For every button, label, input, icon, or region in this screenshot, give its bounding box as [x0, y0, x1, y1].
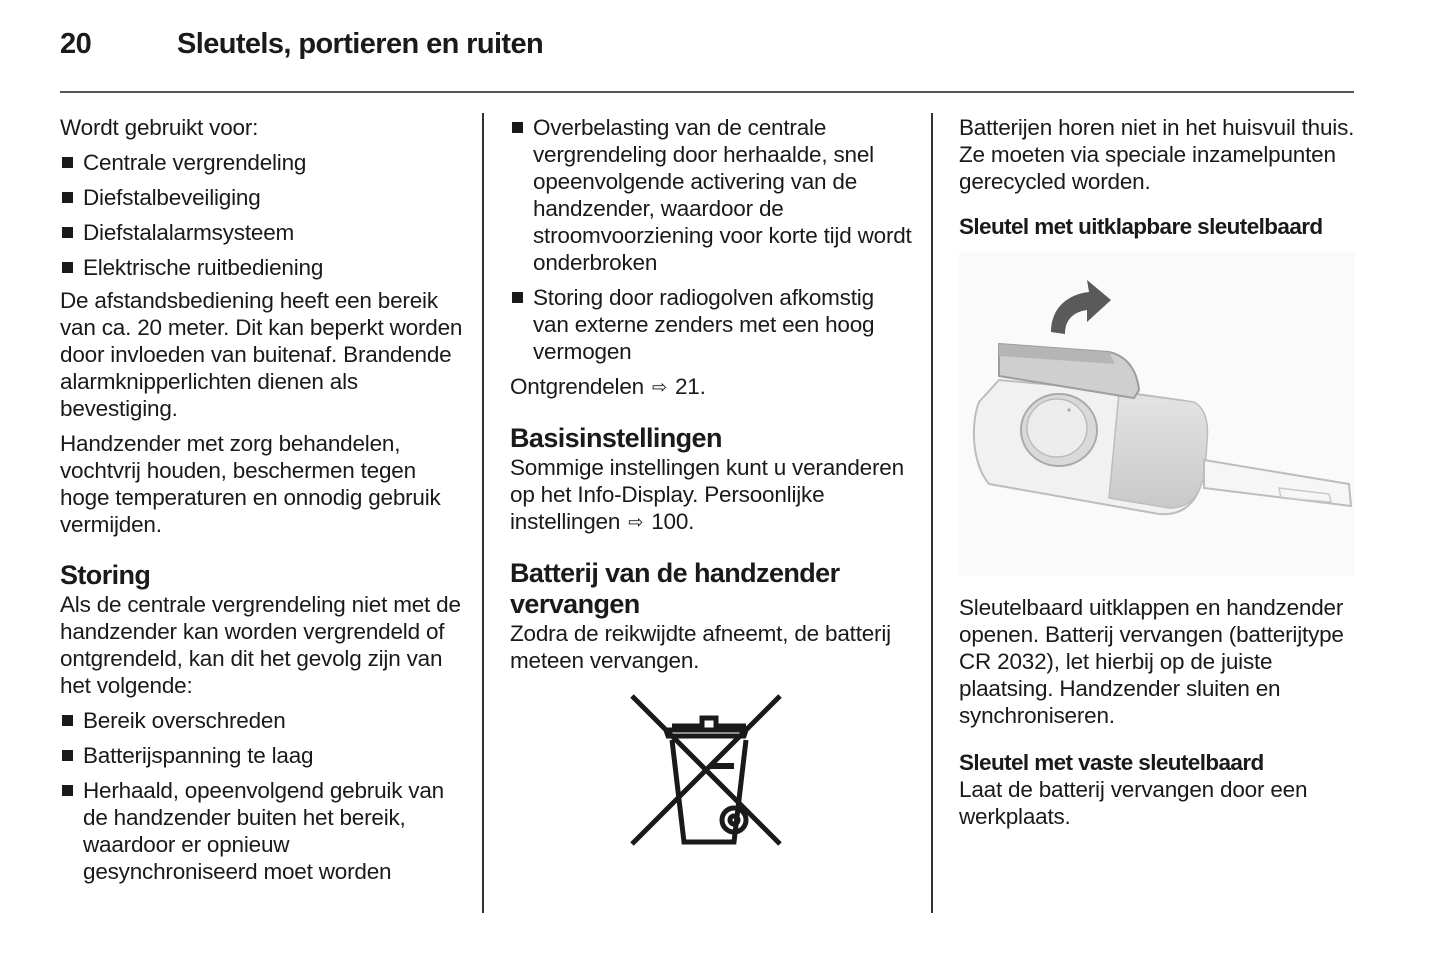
battery-paragraph: Zodra de reikwijdte afneemt, de batterij meteen vervangen. [510, 621, 891, 673]
header-divider [60, 91, 1354, 93]
list-item: Batterijspanning te laag [60, 742, 465, 769]
battery-heading: Batterij van de handzender vervangen [510, 558, 840, 619]
list-item: Bereik overschreden [60, 707, 465, 734]
storing-paragraph: Als de centrale vergrendeling niet met de handzender kan worden vergrendeld of ontgrendeld, kan dit het gevolg zijn van het volgende: [60, 592, 461, 698]
square-bullet-icon [512, 122, 523, 133]
range-paragraph: De afstandsbediening heeft een bereik van ca. 20 meter. Dit kan beperkt worden door invloeden van buitenaf. Brandende alarmknipperlichten dienen als bevestiging. [60, 288, 463, 421]
list-item: Elektrische ruitbediening [60, 254, 465, 281]
uses-list [60, 149, 465, 281]
causes-list-continued [510, 114, 915, 365]
causes-list [60, 707, 465, 885]
fold-key-heading: Sleutel met uitklapbare sleutelbaard [959, 214, 1323, 239]
column-3 [959, 114, 1359, 838]
unlock-reference: Ontgrendelen ⇨ 21. [510, 374, 706, 399]
list-item: Diefstalbeveiliging [60, 184, 465, 211]
list-item: Centrale vergrendeling [60, 149, 465, 176]
column-2 [510, 114, 915, 848]
square-bullet-icon [512, 292, 523, 303]
basis-ref-link[interactable]: 100. [651, 509, 695, 534]
page-title: Sleutels, portieren en ruiten [177, 28, 544, 60]
square-bullet-icon [62, 262, 73, 273]
basis-paragraph: Sommige instellingen kunt u veranderen op het Info-Display. Persoonlijke instellingen ⇨ 100. [510, 455, 904, 534]
list-item: Overbelasting van de centrale vergrendeling door herhaalde, snel opeenvolgende activering van de handzender, waardoor de stroomvoorziening voor korte tijd wordt onderbroken [510, 114, 915, 276]
column-divider-1 [482, 113, 484, 913]
crossed-out-wheelie-bin-icon [628, 692, 784, 848]
column-divider-2 [931, 113, 933, 913]
square-bullet-icon [62, 157, 73, 168]
square-bullet-icon [62, 785, 73, 796]
list-item: Herhaald, opeenvolgend gebruik van de handzender buiten het bereik, waardoor er opnieuw gesynchroniseerd moet worden [60, 777, 465, 885]
square-bullet-icon [62, 715, 73, 726]
unlock-ref-link[interactable]: 21. [674, 374, 706, 399]
intro-text: Wordt gebruikt voor: [60, 115, 259, 140]
fixed-key-heading: Sleutel met vaste sleutelbaard [959, 750, 1264, 775]
basis-heading: Basisinstellingen [510, 423, 722, 453]
list-item: Storing door radiogolven afkomstig van externe zenders met een hoog vermogen [510, 284, 915, 365]
square-bullet-icon [62, 227, 73, 238]
page-ref-arrow-icon: ⇨ [652, 377, 667, 397]
page-ref-arrow-icon: ⇨ [628, 512, 644, 532]
page-number: 20 [60, 28, 92, 60]
fold-key-paragraph: Sleutelbaard uitklappen en handzender openen. Batterij vervangen (batterijtype CR 2032), let hierbij op de juiste plaatsing. Handzender sluiten en synchroniseren. [959, 595, 1344, 728]
care-paragraph: Handzender met zorg behandelen, vochtvrij houden, beschermen tegen hoge temperaturen en onnodig gebruik vermijden. [60, 431, 441, 537]
key-battery-compartment-illustration [959, 252, 1355, 576]
disposal-paragraph: Batterijen horen niet in het huisvuil thuis. Ze moeten via speciale inzamelpunten gerecycled worden. [959, 115, 1355, 194]
list-item: Diefstalalarmsysteem [60, 219, 465, 246]
square-bullet-icon [62, 192, 73, 203]
storing-heading: Storing [60, 560, 151, 590]
column-1 [60, 114, 465, 893]
fixed-key-paragraph: Laat de batterij vervangen door een werkplaats. [959, 777, 1308, 829]
square-bullet-icon [62, 750, 73, 761]
